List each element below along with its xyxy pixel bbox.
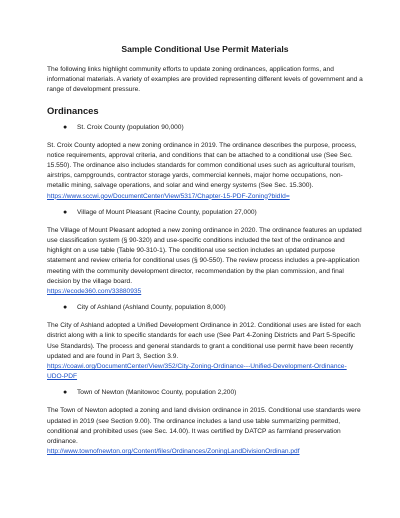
bullet-icon: ● (63, 304, 68, 312)
intro-paragraph: The following links highlight community efforts to update zoning ordinances, application forms, and informational materials. A variety of examples are provided representing different levels of government and a range of development pressure. (47, 66, 363, 94)
entry-link[interactable]: https://www.sccwi.gov/DocumentCenter/View/5317/Chapter-15-PDF-Zoning?bidId= (47, 192, 290, 200)
entry-body: The Village of Mount Pleasant adopted a new zoning ordinance in 2020. The ordinance features an updated use classification system (§ 90-320) and use-specific conditions included the text of the ordinance and highlight on a use table (Table 90-310-1). The conditional use section includes an updated purpose statement and review criteria for conditional uses (§ 90-550). The review process includes a pre-application meeting with the community development director, recommendation by the plan commission, and final decision by the village board. (47, 226, 362, 285)
bullet-item (63, 388, 363, 398)
entry-ashland (47, 303, 363, 382)
bullet-item (63, 303, 363, 313)
entry-st-croix (47, 123, 363, 202)
entry-newton (47, 388, 363, 457)
entry-body: The Town of Newton adopted a zoning and land division ordinance in 2015. Conditional use standards were updated in 2019 (see Section 9.00). The ordinance includes a land use table summarizing permitted, conditional and prohibited uses (see Sec. 14.00). It was certified by DATCP as farmland preservation ordinance. (47, 407, 361, 446)
entry-body: The City of Ashland adopted a Unified Development Ordinance in 2012. Conditional uses are listed for each district along with a link to specific standards for each use (See Part 4-Zoning Districts and Part 5-Specific Use Standards). The process and general standards to grant a conditional use permit have been recently updated and are found in Part 3, Section 3.9. (47, 322, 361, 360)
entry-body: St. Croix County adopted a new zoning ordinance in 2019. The ordinance describes the purpose, process, notice requirements, approval criteria, and conditions that can be attached to a conditional use (See Sec. 15.550). The ordinance also includes standards for common conditional uses such as agricultural tourism, airstrips, campgrounds, contractor storage yards, commercial kennels, major home occupations, non-metallic mining, salvage operations, and solar and wind energy systems (See Sec. 15.300). (47, 141, 357, 190)
section-heading-ordinances: Ordinances (47, 104, 99, 116)
bullet-icon: ● (63, 123, 68, 131)
bullet-item (63, 208, 363, 218)
entry-link[interactable]: https://ecode360.com/33880935 (47, 288, 142, 296)
document-title: Sample Conditional Use Permit Materials (121, 44, 289, 54)
bullet-label: Town of Newton (Manitowoc County, population 2,200) (77, 389, 237, 397)
entry-mount-pleasant (47, 208, 363, 297)
bullet-item (63, 123, 363, 133)
bullet-label: St. Croix County (population 90,000) (77, 123, 184, 131)
entry-link[interactable]: https://coawi.org/DocumentCenter/View/352/City-Zoning-Ordinance---Unified-Development-Ordinance-UDO-PDF (47, 363, 347, 381)
entry-link[interactable]: http://www.townofnewton.org/Content/files/Ordinances/ZoningLandDivisionOrdinan.pdf (47, 448, 300, 456)
bullet-label: Village of Mount Pleasant (Racine County, population 27,000) (77, 208, 257, 216)
bullet-label: City of Ashland (Ashland County, population 8,000) (77, 304, 226, 312)
document-page (47, 44, 363, 463)
bullet-icon: ● (63, 208, 68, 216)
bullet-icon: ● (63, 389, 68, 397)
